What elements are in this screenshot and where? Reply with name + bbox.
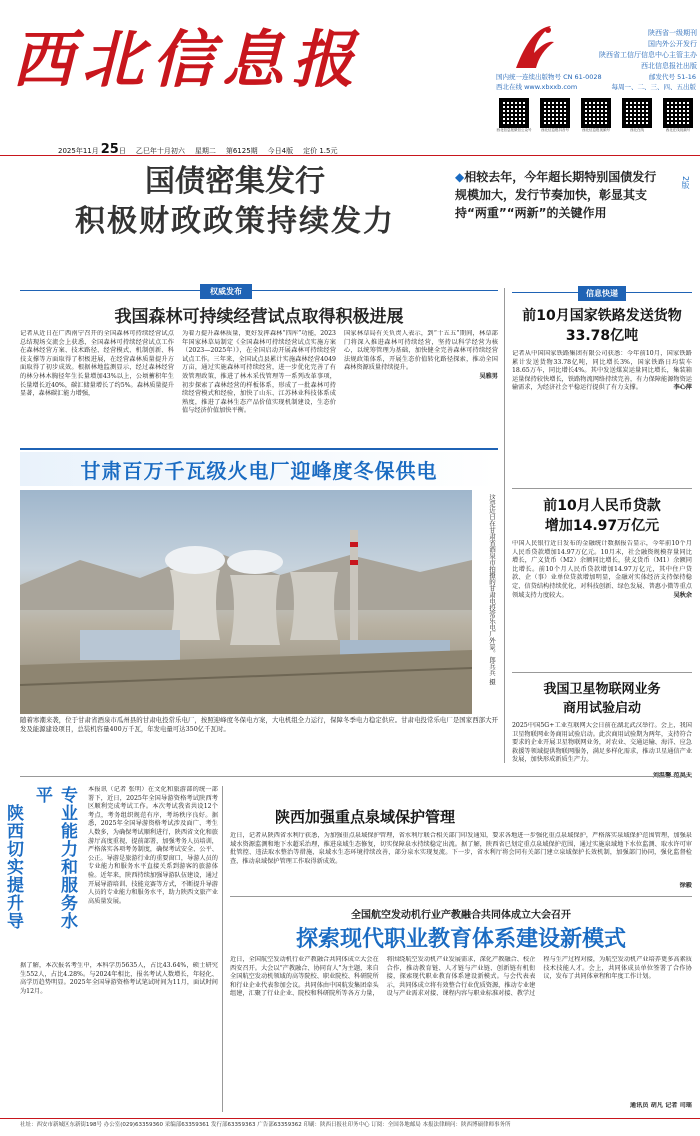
date-day-suffix: 日 <box>118 147 126 155</box>
qr-code-icon[interactable] <box>540 98 570 128</box>
lead-title-line1: 国债密集发行 <box>145 164 325 199</box>
right-tag: 信息快递 <box>578 286 626 301</box>
weekday: 星期二 <box>194 147 216 155</box>
power-title[interactable]: 甘肃百万千瓦级火电厂迎峰度冬保供电 <box>80 458 438 483</box>
railway-title[interactable]: 前10月国家铁路发送货物33.78亿吨 <box>522 308 682 344</box>
qr-label: 西北信息报视频号 <box>582 128 610 132</box>
railway-text: 记者从中国国家铁路集团有限公司获悉：今年前10月，国家铁路累计发送货物33.78亿吨，同比增长3%，国家铁路日均装车18.65万车，同比增长4%。其中发送煤炭运量同比增长，集装箱运量保持较快增长，铁路物流网络持续完善，有力保障能源物资运输需求，为经济社会平稳运行提供了有力支撑。 <box>512 350 692 392</box>
dateline <box>58 142 337 157</box>
railway-body <box>512 350 692 484</box>
forest-top-rule <box>20 290 498 291</box>
diamond-bullet-icon: ◆ <box>455 170 465 184</box>
edu-title[interactable]: 探索现代职业教育体系建设新模式 <box>295 927 626 952</box>
satellite-title[interactable] <box>512 680 692 718</box>
masthead-line: 陕西省一级期刊 <box>648 29 697 37</box>
exam-body-lower: 据了解，本次报名考生中，本科学历5635人，占比43.64%，硕士研究生552人，占比4.28%。与2024年相比，报名考试人数增长，年轻化、高学历趋势明显。2025年全国导游资格考试笔试时间为11月，面试时间为12月。 <box>20 962 218 995</box>
masthead <box>0 0 700 140</box>
edu-body: 近日，全国航空发动机行业产教融合共同体成立大会在西安召开。大会以“产教融合、协同育人”为主题，来自全国航空发动机领域的高等院校、职业院校、科研院所和行业企业代表参加会议。共同体由中国航发集团牵头组建，汇聚了行业企业、院校和科研院所等各方力量，将围绕航空发动机产业发展需求，深化产教融合、校企合作，推动教育链、人才链与产业链、创新链有机衔接，探索现代职业教育体系建设新模式。与会代表表示，共同体成立将有效整合行业优质资源，推动专业建设与产业需求对接、课程内容与职业标准对接、教学过程与生产过程对接，为航空发动机产业培养更多高素质技术技能人才。会上，共同体成员单位签署了合作协议，发布了共同体章程和年度工作计划。 <box>230 956 692 998</box>
date-year-month: 2025年11月 <box>58 147 99 155</box>
loans-title-line2: 增加14.97万亿元 <box>544 518 660 534</box>
qr-code-icon[interactable] <box>499 98 529 128</box>
rule <box>230 896 692 897</box>
issn-text: 国内统一连续出版物号 CN 61-0028 <box>496 73 602 81</box>
rule <box>512 672 692 673</box>
qr-code-icon[interactable] <box>622 98 652 128</box>
qr-label: 西北在线 <box>630 128 644 132</box>
qr-block <box>496 98 532 133</box>
loans-title-line1: 前10月人民币贷款 <box>543 498 661 514</box>
qr-block <box>578 98 614 133</box>
satellite-byline <box>600 772 692 782</box>
issue-number: 第6125期 <box>225 147 258 155</box>
power-photo-caption-vertical: 这是近日在甘肃省酒泉市拍摄的甘肃电投常乐电厂外景。郎兵兵 摄 <box>488 494 496 685</box>
website-text: 西北在线 www.xbxxb.com <box>496 83 578 91</box>
lower-top-rule <box>20 776 692 777</box>
rule <box>512 488 692 489</box>
schedule-text: 每周一、二、三、四、五出版 <box>611 83 696 91</box>
masthead-line: 国内外公开发行 <box>648 40 697 48</box>
satellite-title-line2: 商用试验启动 <box>562 701 641 716</box>
masthead-issn-block <box>496 72 696 92</box>
exam-headline-line2: 陕西切实提升导 <box>3 804 23 930</box>
forest-paragraph: 国家林草局有关负责人表示，到“十五五”期间，林草部门将深入推进森林可持续经营，坚持以科学经营为核心，以统筹管理为基础，加快健全完善森林可持续经营法规政策体系，开展生态价值转化路径探索，推动全国森林资源质量持续提升。 <box>344 330 498 372</box>
satellite-text: 2025中国5G+工业互联网大会日前在湖北武汉举行。会上，我国卫星物联网业务商用试验启动。此次商用试验期为两年，支持符合要求的企业开展卫星物联网业务，对农业、交通运输、海洋、应急救援等领域提供物联网服务，满足多样化需求，推动卫星通信产业发展，加快形成新质生产力。 <box>512 722 692 764</box>
lead-deck <box>455 168 665 222</box>
qr-code-icon[interactable] <box>581 98 611 128</box>
post-code: 邮发代号 51-16 <box>649 73 696 81</box>
qr-code-icon[interactable] <box>663 98 693 128</box>
springs-title[interactable]: 陕西加强重点泉域保护管理 <box>274 808 455 826</box>
forest-col-1 <box>20 330 174 440</box>
page-ref-tag[interactable]: 2版 <box>681 176 690 190</box>
qr-label: 西北信息报微信公众号 <box>496 128 532 132</box>
springs-text: 近日，记者从陕西省水利厅获悉，为加强重点泉域保护管理，省水利厅联合相关部门印发通知，要求各地进一步强化重点泉域保护，严格落实泉域保护范围管理，加强泉域水资源监测和地下水超采治理，推进泉域生态修复，切实保障泉水持续稳定出流。据了解，陕西省已划定重点泉域保护范围，通过实施泉域地下水位监测、取水许可审批管控、违法取水整治等措施，泉域水生态环境持续改善，部分泉水实现复流。下一步，省水利厅将会同有关部门建立泉域保护长效机制，加强部门协同，强化监督检查，推动泉域保护管理工作取得新成效。 <box>230 832 692 865</box>
springs-byline: 徐毅 <box>679 882 692 889</box>
lead-title-line2: 积极财政政策持续发力 <box>75 204 395 239</box>
exam-headline[interactable] <box>3 786 80 946</box>
power-title-band <box>20 452 498 486</box>
lunar-date: 乙巳年十月初六 <box>135 147 185 155</box>
exam-headline-line1: 专业能力和服务水平 <box>32 786 77 930</box>
footer-rule <box>0 1118 700 1119</box>
exam-divider <box>222 786 223 1112</box>
page-count: 今日4版 <box>267 147 294 155</box>
date-day: 25 <box>100 142 119 157</box>
lead-headline[interactable] <box>25 162 445 242</box>
loans-text: 中国人民银行近日发布的金融统计数据报告显示，今年前10个月人民币贷款增加14.97万亿元。10月末，社会融资规模存量同比增长，广义货币（M2）余额同比增长，狭义货币（M1）余额同比增长。前10个月人民币贷款增加14.97万亿元，其中住户贷款、企（事）业单位贷款增加明显，金融对实体经济支持保持稳定，信贷结构持续优化，对科技创新、绿色发展、普惠小微等重点领域支持力度较大。 <box>512 540 692 599</box>
qr-label: 西北信息报抖音号 <box>541 128 569 132</box>
qr-block <box>660 98 696 133</box>
masthead-right-info <box>592 28 697 72</box>
qr-block <box>537 98 573 133</box>
loans-body <box>512 540 692 668</box>
power-plant-photo[interactable] <box>20 490 472 714</box>
qr-code-row <box>496 98 696 133</box>
forest-col-3 <box>344 330 498 440</box>
railway-byline: 李心萍 <box>673 384 692 392</box>
power-top-rule <box>20 448 498 450</box>
newspaper-logo: 西北信息报 <box>12 23 363 96</box>
forest-body <box>20 330 498 440</box>
forest-title[interactable]: 我国森林可持续经营试点取得积极进展 <box>114 307 404 327</box>
springs-body <box>230 832 692 892</box>
power-caption: 随着寒潮来袭，位于甘肃省酒泉市瓜州县的甘肃电投常乐电厂，按照迎峰度冬保电方案，大电机组全力运行，保障冬季电力稳定供应。甘肃电投常乐电厂是国家西部大开发及能源建设项目，总装机容量400万千瓦，年发电量可达350亿千瓦时。 <box>20 716 498 733</box>
qr-label: 西北在线视频号 <box>665 128 691 132</box>
exam-body-upper: 本报讯（记者 张明）在文化和旅游部的统一部署下，近日，2025年全国导游资格考试陕西考区顺利完成考试工作。本次考试我省共设12个考点，考务组织规范有序，考场秩序良好。据悉，2025年全国导游资格考试涉及面广、考生人数多，为确保考试顺利进行，陕西省文化和旅游厅高度重视，提前部署，加强考务人员培训，严格落实各项考务制度，确保考试安全、公平、公正。导游是旅游行业的重要窗口，导游人员的专业能力和服务水平直接关系到游客的旅游体验。近年来，陕西持续加强导游队伍建设，通过开展导游培训、技能竞赛等方式，不断提升导游人员的专业能力和服务水平，助力陕西文旅产业高质量发展。 <box>88 786 218 905</box>
right-column-divider <box>504 288 505 763</box>
qr-block <box>619 98 655 133</box>
satellite-body <box>512 722 692 770</box>
loans-byline: 吴秋余 <box>673 591 692 599</box>
edu-kicker: 全国航空发动机行业产教融合共同体成立大会召开 <box>351 910 571 921</box>
lead-deck-text: 相较去年，今年超长期特别国债发行规模加大，发行节奏加快，彰显其支持“两重”“两新”的关键作用 <box>455 170 657 220</box>
phoenix-emblem-icon <box>506 18 556 78</box>
forest-paragraph: 为着力提升森林质量，更好发挥森林“四库”功能，2023年国家林草局制定《全国森林可持续经营试点实施方案（2023—2025年）》，在全国启动开展森林可持续经营试点工作。三年来，全国试点县累计实施森林经营4049万亩，通过实施森林可持续经营，进一步优化完善了有效管理政策，推进了林木采伐管理等一系列改革事项，初步探索了森林经营的样板体系，形成了一批森林可持续经营模式和经验，加快了山东、江苏林业科技体系成熟度，推进了森林生态产品价值实现机制建设，生态价值与经济价值加快平衡。 <box>182 330 336 415</box>
masthead-line: 陕西省工信厅信息中心主管主办 <box>599 51 697 59</box>
forest-paragraph: 记者从近日在广西南宁召开的全国森林可持续经营试点总结现场交流会上获悉，全国森林可持续经营试点工作在森林经营方案、技术路径、经营模式、机制创新、科技支撑等方面取得了积极进展，在经营森林质量提升方面取得了初步成效。根据林地监测显示，经过森林经营的林分林木胸径年生长量增加43%以上，公顷蓄积年生长量增长近40%，碳汇储量增长了约5%。森林质量提升显著，森林碳汇能力增强， <box>20 330 174 398</box>
satellite-title-line1: 我国卫星物联网业务 <box>543 682 661 697</box>
edu-byline: 通讯员 胡凡 记者 司瑶 <box>629 1102 692 1109</box>
price: 定价 1.5元 <box>303 147 338 155</box>
forest-col-2 <box>182 330 336 440</box>
forest-byline: 吴雅男 <box>479 372 498 380</box>
power-plant-illustration <box>20 490 472 714</box>
footer-text: 社址：西安市新城区东新街198号 办公室(029)63359360 采编部63359361 发行部63359363 广告部63359362 印刷：陕西日报社印务中心 订阅：全国各地邮局 本报法律顾问：陕西博硕律师事务所 <box>20 1122 511 1128</box>
masthead-line: 西北信息报社出版 <box>641 62 697 70</box>
forest-tag: 权威发布 <box>200 284 252 299</box>
loans-title[interactable] <box>512 496 692 536</box>
